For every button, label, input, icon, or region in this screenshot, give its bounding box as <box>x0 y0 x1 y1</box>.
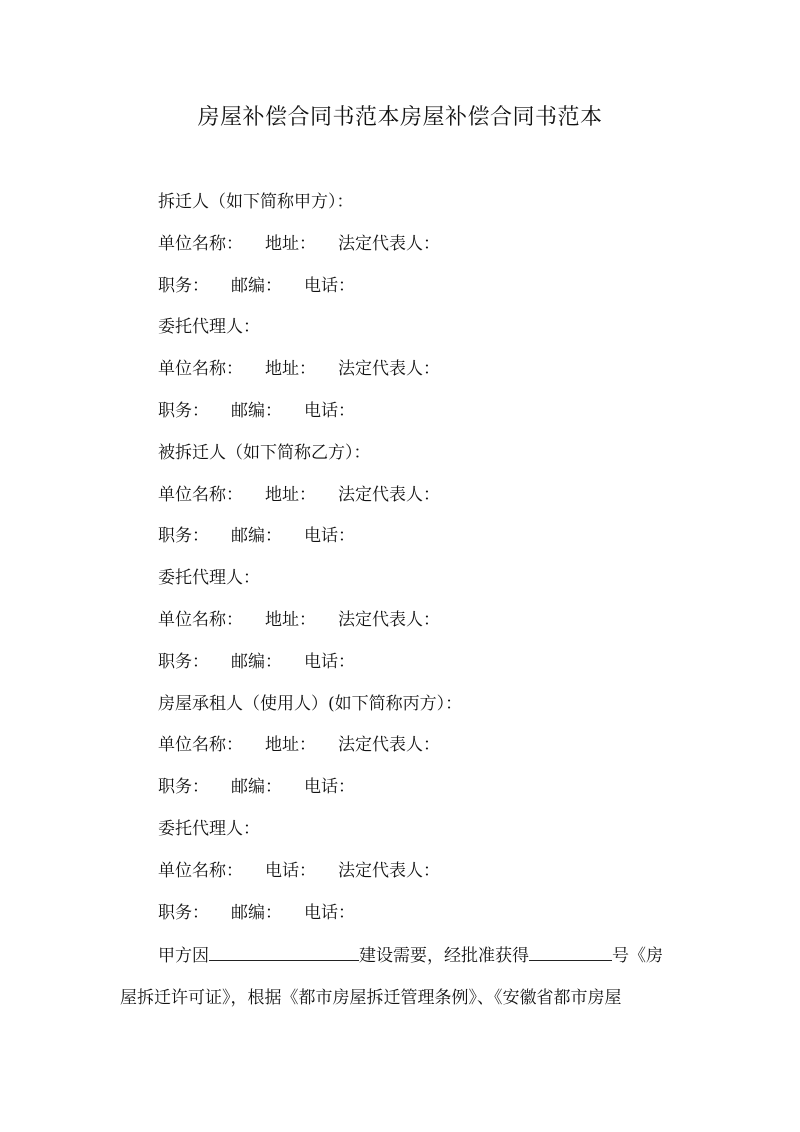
field-label: 委托代理人： <box>158 818 260 839</box>
field-label: 职务： <box>158 651 209 672</box>
field-label: 职务： <box>158 777 209 798</box>
fill-in-blank-permit-number[interactable] <box>529 938 612 961</box>
field-label: 法定代表人： <box>338 735 440 756</box>
field-label: 电话： <box>265 860 316 881</box>
field-label: 法定代表人： <box>338 359 440 380</box>
info-line <box>158 186 718 228</box>
info-line <box>158 646 718 688</box>
field-label: 职务： <box>158 526 209 547</box>
field-label: 电话： <box>304 777 355 798</box>
info-line <box>158 813 718 855</box>
field-label: 职务： <box>158 400 209 421</box>
party-info-lines <box>158 186 718 938</box>
field-label: 邮编： <box>231 400 282 421</box>
info-line <box>158 353 718 395</box>
field-label: 法定代表人： <box>338 484 440 505</box>
field-label: 委托代理人： <box>158 568 260 589</box>
info-line <box>158 729 718 771</box>
info-line <box>158 897 718 939</box>
field-label: 法定代表人： <box>338 233 440 254</box>
field-label: 地址： <box>265 484 316 505</box>
field-label: 地址： <box>265 233 316 254</box>
paragraph-text-part-1: 甲方因 <box>158 946 209 966</box>
field-label: 地址： <box>265 609 316 630</box>
document-title: 房屋补偿合同书范本房屋补偿合同书范本 <box>197 105 603 130</box>
info-line <box>158 437 718 479</box>
field-label: 电话： <box>304 275 355 296</box>
field-label: 法定代表人： <box>338 860 440 881</box>
field-label: 单位名称： <box>158 359 243 380</box>
info-line <box>158 311 718 353</box>
info-line <box>158 604 718 646</box>
field-label: 电话： <box>304 651 355 672</box>
field-label: 房屋承租人（使用人）(如下简称丙方）： <box>158 693 463 714</box>
paragraph-text-part-2: 建设需要，经批准获得 <box>359 946 529 966</box>
info-line <box>158 855 718 897</box>
paragraph-text-part-3: 号《房 <box>612 946 663 966</box>
field-label: 被拆迁人（如下简称乙方）： <box>158 442 371 463</box>
field-label: 单位名称： <box>158 860 243 881</box>
info-line <box>158 520 718 562</box>
contract-paragraph-line-1 <box>120 938 688 972</box>
field-label: 职务： <box>158 902 209 923</box>
field-label: 委托代理人： <box>158 317 260 338</box>
info-line <box>158 688 718 730</box>
field-label: 单位名称： <box>158 233 243 254</box>
info-line <box>158 270 718 312</box>
field-label: 邮编： <box>231 651 282 672</box>
field-label: 邮编： <box>231 526 282 547</box>
fill-in-blank-project[interactable] <box>209 938 359 961</box>
info-line <box>158 228 718 270</box>
field-label: 单位名称： <box>158 735 243 756</box>
info-line <box>158 771 718 813</box>
field-label: 单位名称： <box>158 484 243 505</box>
field-label: 地址： <box>265 735 316 756</box>
field-label: 职务： <box>158 275 209 296</box>
field-label: 拆迁人（如下简称甲方）： <box>158 192 354 212</box>
field-label: 邮编： <box>231 275 282 296</box>
field-label: 电话： <box>304 526 355 547</box>
info-line <box>158 479 718 521</box>
info-line <box>158 395 718 437</box>
field-label: 单位名称： <box>158 609 243 630</box>
field-label: 电话： <box>304 400 355 421</box>
field-label: 邮编： <box>231 902 282 923</box>
info-line <box>158 562 718 604</box>
field-label: 邮编： <box>231 777 282 798</box>
field-label: 法定代表人： <box>338 609 440 630</box>
field-label: 地址： <box>265 359 316 380</box>
field-label: 电话： <box>304 902 355 923</box>
contract-paragraph-line-2: 屋拆迁许可证》，根据《都市房屋拆迁管理条例》、《安徽省都市房屋 <box>120 988 622 1008</box>
